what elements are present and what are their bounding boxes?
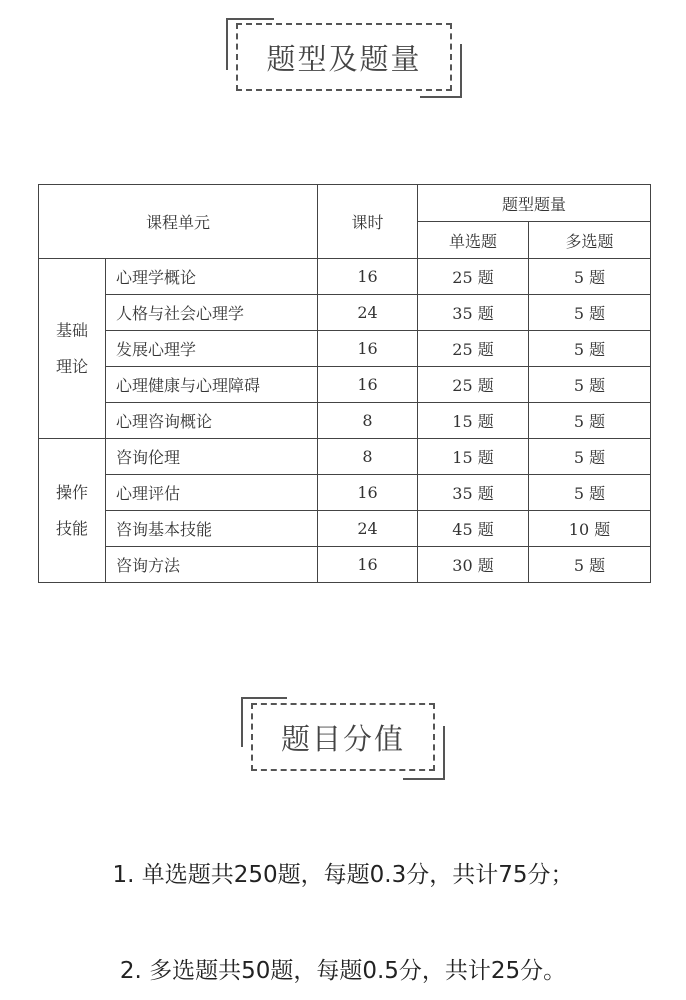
hours-cell: 8: [318, 403, 418, 439]
single-choice-cell: 25 题: [418, 367, 529, 403]
hours-cell: 16: [318, 259, 418, 295]
single-choice-cell: 35 题: [418, 295, 529, 331]
multiple-choice-cell: 5 题: [529, 403, 651, 439]
unit-cell: 人格与社会心理学: [106, 295, 318, 331]
multiple-choice-cell: 5 题: [529, 475, 651, 511]
unit-cell: 心理评估: [106, 475, 318, 511]
single-choice-cell: 45 题: [418, 511, 529, 547]
score-line-single-choice: 1. 单选题共250题，每题0.3分，共计75分；: [112, 862, 574, 888]
hours-cell: 24: [318, 295, 418, 331]
multiple-choice-cell: 5 题: [529, 367, 651, 403]
header-course-unit: 课程单元: [39, 185, 318, 259]
single-choice-cell: 35 题: [418, 475, 529, 511]
unit-cell: 发展心理学: [106, 331, 318, 367]
unit-cell: 心理咨询概论: [106, 403, 318, 439]
table-row: [39, 475, 651, 511]
group-label: 操作 技能: [39, 439, 106, 583]
header-hours: 课时: [318, 185, 418, 259]
single-choice-cell: 25 题: [418, 259, 529, 295]
multiple-choice-cell: 5 题: [529, 331, 651, 367]
multiple-choice-cell: 5 题: [529, 259, 651, 295]
unit-cell: 心理学概论: [106, 259, 318, 295]
group-label: 基础 理论: [39, 259, 106, 439]
table-row: [39, 259, 651, 295]
section-title-text: 题目分值: [280, 721, 405, 756]
hours-cell: 16: [318, 475, 418, 511]
multiple-choice-cell: 5 题: [529, 295, 651, 331]
hours-cell: 16: [318, 547, 418, 583]
table-row: [39, 295, 651, 331]
hours-cell: 16: [318, 367, 418, 403]
multiple-choice-cell: 5 题: [529, 547, 651, 583]
single-choice-cell: 15 题: [418, 439, 529, 475]
table-row: [39, 439, 651, 475]
multiple-choice-cell: 10 题: [529, 511, 651, 547]
score-line-multiple-choice: 2. 多选题共50题，每题0.5分，共计25分。: [119, 958, 567, 984]
question-distribution-table: [38, 184, 651, 583]
table-row: [39, 403, 651, 439]
single-choice-cell: 15 题: [418, 403, 529, 439]
section-title-question-types: [236, 23, 452, 91]
single-choice-cell: 30 题: [418, 547, 529, 583]
header-question-types: 题型题量: [418, 185, 651, 222]
table-body: [39, 259, 651, 583]
hours-cell: 24: [318, 511, 418, 547]
table-row: [39, 547, 651, 583]
table-row: [39, 331, 651, 367]
section-title-question-scores: [251, 703, 435, 771]
unit-cell: 咨询基本技能: [106, 511, 318, 547]
hours-cell: 16: [318, 331, 418, 367]
header-single-choice: 单选题: [418, 222, 529, 259]
single-choice-cell: 25 题: [418, 331, 529, 367]
unit-cell: 心理健康与心理障碍: [106, 367, 318, 403]
hours-cell: 8: [318, 439, 418, 475]
multiple-choice-cell: 5 题: [529, 439, 651, 475]
unit-cell: 咨询伦理: [106, 439, 318, 475]
header-multiple-choice: 多选题: [529, 222, 651, 259]
table-row: [39, 367, 651, 403]
table-row: [39, 511, 651, 547]
section-title-text: 题型及题量: [266, 41, 422, 76]
unit-cell: 咨询方法: [106, 547, 318, 583]
